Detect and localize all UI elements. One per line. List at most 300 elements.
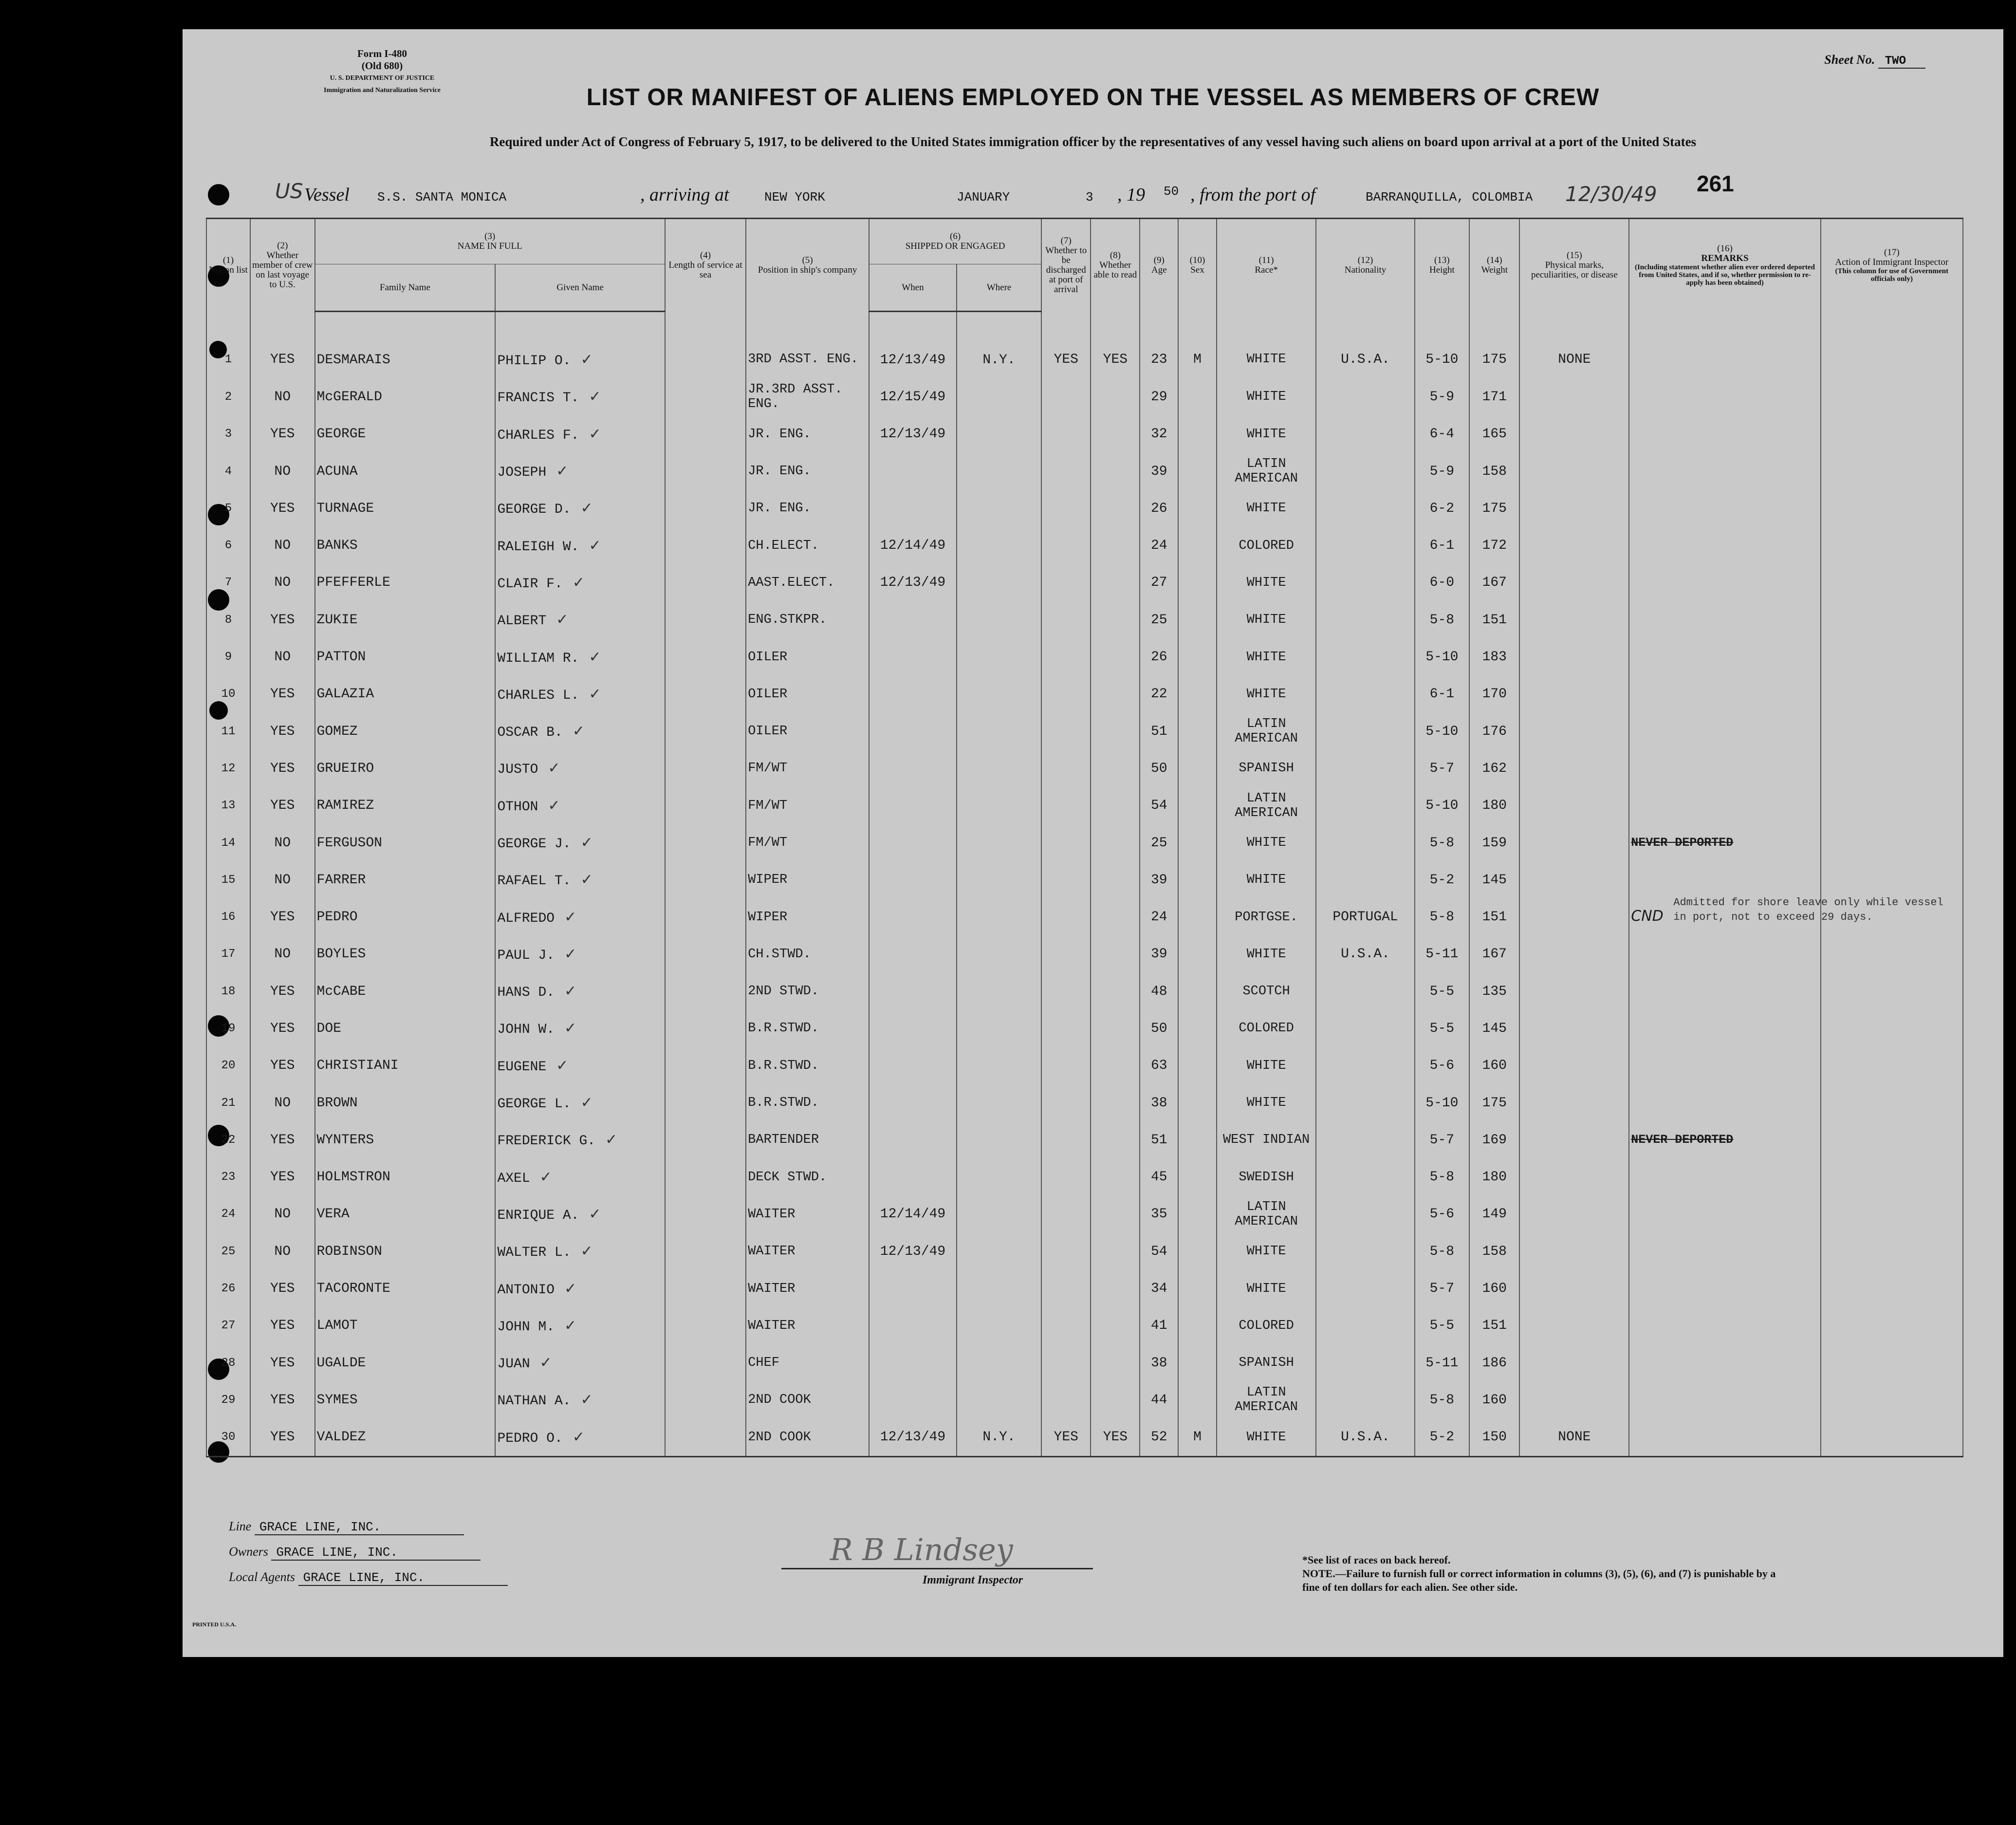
cell-position: FM/WT: [746, 750, 869, 787]
cell-position: JR. ENG.: [746, 490, 869, 527]
cell-remarks: [1629, 824, 1820, 861]
cell-nat: [1316, 638, 1414, 675]
cell-race: LATIN AMERICAN: [1217, 1381, 1316, 1418]
cell-family: PEDRO: [315, 898, 496, 935]
cell-marks: [1519, 527, 1629, 564]
cell-marks: [1519, 1344, 1629, 1381]
cell-where: [957, 1047, 1041, 1084]
check-mark: ✓: [548, 760, 560, 777]
cell-read: [1091, 973, 1140, 1010]
check-mark: ✓: [580, 834, 593, 851]
check-mark: ✓: [580, 500, 593, 517]
cell-remarks: [1629, 1270, 1820, 1307]
cell-prev: YES: [250, 750, 315, 787]
cell-disch: [1041, 1270, 1091, 1307]
col-weight-header: (14) Weight: [1469, 219, 1519, 312]
cell-nat: U.S.A.: [1316, 312, 1414, 379]
cell-age: 39: [1140, 936, 1178, 973]
cell-nat: [1316, 787, 1414, 824]
cell-height: 5-10: [1415, 1084, 1469, 1121]
cell-position: OILER: [746, 676, 869, 713]
line-label: Line: [229, 1519, 252, 1533]
cell-race: WHITE: [1217, 638, 1316, 675]
cell-given: ALFREDO ✓: [495, 898, 665, 935]
cell-marks: [1519, 1121, 1629, 1158]
local-agents-field: [229, 1570, 508, 1586]
cell-given: WALTER L. ✓: [495, 1233, 665, 1270]
cell-given: NATHAN A. ✓: [495, 1381, 665, 1418]
cell-action: [1821, 787, 1963, 824]
cell-service: [665, 416, 746, 453]
owners-field: [229, 1545, 481, 1561]
cell-read: [1091, 378, 1140, 415]
col-family-name-header: Family Name: [315, 264, 496, 312]
cell-position: WIPER: [746, 861, 869, 898]
cell-when: 12/13/49: [869, 1419, 957, 1457]
races-footnote: *See list of races on back hereof.: [1302, 1554, 1451, 1566]
cell-family: ACUNA: [315, 453, 496, 490]
cell-marks: [1519, 750, 1629, 787]
cell-where: [957, 676, 1041, 713]
cell-read: [1091, 490, 1140, 527]
cell-weight: 175: [1469, 312, 1519, 379]
cell-position: WAITER: [746, 1307, 869, 1344]
cell-no: 21: [206, 1084, 250, 1121]
cell-height: 5-10: [1415, 713, 1469, 750]
cell-no: 9: [206, 638, 250, 675]
cell-age: 25: [1140, 601, 1178, 638]
table-row: [206, 1381, 1963, 1418]
cell-given: ANTONIO ✓: [495, 1270, 665, 1307]
cell-read: [1091, 936, 1140, 973]
cell-weight: 186: [1469, 1344, 1519, 1381]
cell-height: 5-8: [1415, 898, 1469, 935]
cell-given: PAUL J. ✓: [495, 936, 665, 973]
table-row: [206, 638, 1963, 675]
cell-no: 23: [206, 1159, 250, 1196]
cell-prev: NO: [250, 861, 315, 898]
col-age-header: (9) Age: [1140, 219, 1178, 312]
check-mark: ✓: [589, 425, 601, 443]
year-suffix: 50: [1164, 184, 1179, 199]
cell-given: JOHN W. ✓: [495, 1010, 665, 1047]
col-position-header: (5) Position in ship's company: [746, 219, 869, 312]
cell-where: [957, 1233, 1041, 1270]
cell-age: 38: [1140, 1084, 1178, 1121]
cell-sex: [1178, 638, 1217, 675]
cell-remarks: [1629, 312, 1820, 379]
local-agents-value: GRACE LINE, INC.: [298, 1570, 508, 1586]
cell-nat: [1316, 564, 1414, 601]
cell-action: [1821, 824, 1963, 861]
cell-service: [665, 527, 746, 564]
table-row: [206, 416, 1963, 453]
cell-age: 24: [1140, 527, 1178, 564]
cell-service: [665, 1381, 746, 1418]
cell-remarks: [1629, 936, 1820, 973]
cell-when: [869, 713, 957, 750]
cell-read: [1091, 564, 1140, 601]
owners-label: Owners: [229, 1545, 268, 1559]
cell-marks: [1519, 564, 1629, 601]
cell-service: [665, 564, 746, 601]
cell-service: [665, 490, 746, 527]
cell-marks: [1519, 936, 1629, 973]
manifest-sheet: [183, 29, 2003, 1657]
cell-position: WAITER: [746, 1270, 869, 1307]
cell-prev: YES: [250, 898, 315, 935]
cell-race: LATIN AMERICAN: [1217, 1196, 1316, 1233]
cell-nat: [1316, 490, 1414, 527]
cell-family: ROBINSON: [315, 1233, 496, 1270]
cell-remarks: [1629, 1307, 1820, 1344]
cell-service: [665, 1159, 746, 1196]
cell-prev: NO: [250, 453, 315, 490]
cell-action: [1821, 601, 1963, 638]
arriving-label: , arriving at: [640, 185, 729, 205]
cell-age: 51: [1140, 713, 1178, 750]
cell-family: GEORGE: [315, 416, 496, 453]
cell-disch: [1041, 936, 1091, 973]
cell-weight: 165: [1469, 416, 1519, 453]
cell-action: [1821, 676, 1963, 713]
cell-no: 29: [206, 1381, 250, 1418]
cell-no: 8: [206, 601, 250, 638]
cell-action: [1821, 527, 1963, 564]
table-row: [206, 676, 1963, 713]
cell-disch: [1041, 1381, 1091, 1418]
check-mark: ✓: [564, 1317, 577, 1334]
cell-no: 26: [206, 1270, 250, 1307]
cell-family: McGERALD: [315, 378, 496, 415]
cell-age: 41: [1140, 1307, 1178, 1344]
cell-position: OILER: [746, 638, 869, 675]
cell-height: 5-10: [1415, 638, 1469, 675]
col-given-name-header: Given Name: [495, 264, 665, 312]
cell-action: [1821, 1307, 1963, 1344]
cell-height: 5-7: [1415, 750, 1469, 787]
cell-position: JR. ENG.: [746, 416, 869, 453]
cell-disch: [1041, 527, 1091, 564]
cell-position: 3RD ASST. ENG.: [746, 312, 869, 379]
cell-action: [1821, 416, 1963, 453]
col-marks-header: (15) Physical marks, peculiarities, or disease: [1519, 219, 1629, 312]
cell-age: 63: [1140, 1047, 1178, 1084]
cell-marks: [1519, 638, 1629, 675]
cell-read: [1091, 1307, 1140, 1344]
cell-where: [957, 490, 1041, 527]
cell-nat: [1316, 1381, 1414, 1418]
cell-race: WHITE: [1217, 824, 1316, 861]
cell-height: 5-5: [1415, 1010, 1469, 1047]
cell-where: [957, 1196, 1041, 1233]
cell-marks: [1519, 898, 1629, 935]
cell-no: 10: [206, 676, 250, 713]
arriving-port: NEW YORK: [764, 190, 825, 205]
cell-height: 6-2: [1415, 490, 1469, 527]
cell-remarks: [1629, 1233, 1820, 1270]
cell-height: 5-7: [1415, 1121, 1469, 1158]
cell-family: WYNTERS: [315, 1121, 496, 1158]
cell-nat: U.S.A.: [1316, 936, 1414, 973]
cell-family: GALAZIA: [315, 676, 496, 713]
cell-nat: [1316, 416, 1414, 453]
cell-remarks: [1629, 1196, 1820, 1233]
cell-family: FARRER: [315, 861, 496, 898]
cell-when: [869, 490, 957, 527]
cell-service: [665, 638, 746, 675]
cell-age: 45: [1140, 1159, 1178, 1196]
cell-height: 6-0: [1415, 564, 1469, 601]
arrival-month: JANUARY: [957, 190, 1010, 205]
col-no-header: (1) No. on list: [206, 219, 250, 312]
table-row: [206, 1010, 1963, 1047]
cell-when: 12/14/49: [869, 527, 957, 564]
cell-age: 34: [1140, 1270, 1178, 1307]
cell-when: [869, 898, 957, 935]
cell-marks: [1519, 1084, 1629, 1121]
cell-where: [957, 638, 1041, 675]
cell-action: [1821, 750, 1963, 787]
cell-no: 14: [206, 824, 250, 861]
cell-where: [957, 1159, 1041, 1196]
cell-service: [665, 1010, 746, 1047]
cell-service: [665, 713, 746, 750]
cell-no: 30: [206, 1419, 250, 1457]
cell-weight: 167: [1469, 564, 1519, 601]
crew-manifest-table: [206, 218, 1963, 1457]
cell-position: B.R.STWD.: [746, 1084, 869, 1121]
cell-disch: YES: [1041, 1419, 1091, 1457]
cell-race: WHITE: [1217, 1270, 1316, 1307]
cell-prev: YES: [250, 1121, 315, 1158]
check-mark: ✓: [564, 1020, 577, 1037]
cell-prev: YES: [250, 787, 315, 824]
cell-race: COLORED: [1217, 527, 1316, 564]
col-discharged-header: (7) Whether to be discharged at port of arrival: [1041, 219, 1091, 312]
cell-height: 5-10: [1415, 787, 1469, 824]
cell-position: FM/WT: [746, 787, 869, 824]
cell-where: [957, 453, 1041, 490]
table-row: [206, 312, 1963, 379]
cell-prev: NO: [250, 1233, 315, 1270]
cell-remarks: [1629, 676, 1820, 713]
cell-disch: [1041, 1010, 1091, 1047]
check-mark: ✓: [580, 351, 593, 369]
cell-service: [665, 750, 746, 787]
cell-nat: [1316, 1196, 1414, 1233]
cell-nat: [1316, 973, 1414, 1010]
cell-where: [957, 416, 1041, 453]
cell-height: 5-8: [1415, 1233, 1469, 1270]
cell-sex: [1178, 1270, 1217, 1307]
cell-position: JR.3RD ASST. ENG.: [746, 378, 869, 415]
cell-service: [665, 676, 746, 713]
cell-given: PEDRO O. ✓: [495, 1419, 665, 1457]
cell-action: [1821, 638, 1963, 675]
cell-service: [665, 1196, 746, 1233]
cell-sex: [1178, 936, 1217, 973]
cell-nat: [1316, 378, 1414, 415]
cell-given: ALBERT ✓: [495, 601, 665, 638]
cell-disch: [1041, 713, 1091, 750]
col-remarks-header: (16) REMARKS (Including statement whether alien ever ordered deported from United States, and if so, whether permission to re-apply has been obtained): [1629, 219, 1820, 312]
cell-action: [1821, 490, 1963, 527]
check-mark: ✓: [564, 1280, 577, 1297]
cell-family: PFEFFERLE: [315, 564, 496, 601]
cell-marks: [1519, 1307, 1629, 1344]
cell-family: TACORONTE: [315, 1270, 496, 1307]
cell-nat: [1316, 1270, 1414, 1307]
cell-age: 54: [1140, 787, 1178, 824]
cell-sex: [1178, 601, 1217, 638]
cell-service: [665, 936, 746, 973]
cell-marks: [1519, 676, 1629, 713]
cell-position: 2ND STWD.: [746, 973, 869, 1010]
table-row: [206, 1084, 1963, 1121]
stamped-page-number: 261: [1697, 171, 1734, 196]
cell-given: CHARLES L. ✓: [495, 676, 665, 713]
cell-disch: [1041, 1121, 1091, 1158]
vessel-label: Vessel: [304, 185, 350, 205]
remark-never-deported: NEVER DEPORTED: [1631, 1133, 1734, 1147]
cell-no: 24: [206, 1196, 250, 1233]
cell-given: OSCAR B. ✓: [495, 713, 665, 750]
cell-given: RAFAEL T. ✓: [495, 861, 665, 898]
cell-disch: [1041, 1196, 1091, 1233]
cell-marks: [1519, 416, 1629, 453]
cell-no: 11: [206, 713, 250, 750]
service-name: Immigration and Naturalization Service: [324, 87, 441, 94]
remark-never-deported: NEVER DEPORTED: [1631, 836, 1734, 850]
owners-value: GRACE LINE, INC.: [271, 1545, 481, 1561]
cell-weight: 160: [1469, 1381, 1519, 1418]
cell-family: DESMARAIS: [315, 312, 496, 379]
cell-race: SCOTCH: [1217, 973, 1316, 1010]
cell-sex: [1178, 564, 1217, 601]
check-mark: ✓: [605, 1131, 618, 1149]
cell-race: SPANISH: [1217, 1344, 1316, 1381]
cell-service: [665, 1084, 746, 1121]
cell-height: 5-5: [1415, 973, 1469, 1010]
cell-age: 22: [1140, 676, 1178, 713]
check-mark: ✓: [589, 648, 601, 666]
cell-action: [1821, 1381, 1963, 1418]
cell-action: [1821, 1084, 1963, 1121]
cell-no: 20: [206, 1047, 250, 1084]
check-mark: ✓: [589, 388, 601, 406]
cell-age: 50: [1140, 750, 1178, 787]
cell-sex: [1178, 1381, 1217, 1418]
cell-given: RALEIGH W. ✓: [495, 527, 665, 564]
cell-prev: NO: [250, 1196, 315, 1233]
cell-weight: 159: [1469, 824, 1519, 861]
cell-family: LAMOT: [315, 1307, 496, 1344]
cell-family: GRUEIRO: [315, 750, 496, 787]
cell-action: [1821, 936, 1963, 973]
cell-service: [665, 1419, 746, 1457]
cell-age: 52: [1140, 1419, 1178, 1457]
cell-when: [869, 1344, 957, 1381]
cell-read: [1091, 898, 1140, 935]
cell-weight: 151: [1469, 601, 1519, 638]
cell-disch: [1041, 973, 1091, 1010]
cell-read: [1091, 1196, 1140, 1233]
cell-family: VERA: [315, 1196, 496, 1233]
cell-family: RAMIREZ: [315, 787, 496, 824]
cell-nat: [1316, 1010, 1414, 1047]
cell-read: [1091, 453, 1140, 490]
cell-given: GEORGE J. ✓: [495, 824, 665, 861]
table-row: [206, 1419, 1963, 1457]
cell-disch: [1041, 490, 1091, 527]
cell-weight: 145: [1469, 861, 1519, 898]
cell-race: WHITE: [1217, 936, 1316, 973]
cell-service: [665, 1233, 746, 1270]
cell-sex: [1178, 490, 1217, 527]
check-mark: ✓: [580, 871, 593, 889]
cell-sex: [1178, 1010, 1217, 1047]
col-name-header: (3) NAME IN FULL: [315, 219, 665, 264]
cell-family: TURNAGE: [315, 490, 496, 527]
cell-marks: [1519, 713, 1629, 750]
cell-when: [869, 601, 957, 638]
cell-given: CLAIR F. ✓: [495, 564, 665, 601]
cell-action: [1821, 1121, 1963, 1158]
cell-race: LATIN AMERICAN: [1217, 713, 1316, 750]
cell-when: [869, 861, 957, 898]
cell-remarks: [1629, 416, 1820, 453]
cell-remarks: [1629, 1419, 1820, 1457]
cell-where: [957, 1344, 1041, 1381]
cell-sex: [1178, 453, 1217, 490]
cell-nat: [1316, 676, 1414, 713]
cell-where: [957, 378, 1041, 415]
cell-nat: [1316, 1121, 1414, 1158]
cell-disch: [1041, 453, 1091, 490]
cell-age: 29: [1140, 378, 1178, 415]
cell-no: 22: [206, 1121, 250, 1158]
cell-weight: 158: [1469, 1233, 1519, 1270]
cell-height: 5-9: [1415, 453, 1469, 490]
cell-no: 15: [206, 861, 250, 898]
cell-no: 18: [206, 973, 250, 1010]
cell-no: 3: [206, 416, 250, 453]
cell-prev: YES: [250, 601, 315, 638]
table-row: [206, 750, 1963, 787]
department-name: U. S. DEPARTMENT OF JUSTICE: [330, 74, 435, 82]
cell-action: [1821, 713, 1963, 750]
cell-race: WHITE: [1217, 861, 1316, 898]
table-row: [206, 1233, 1963, 1270]
cell-weight: 169: [1469, 1121, 1519, 1158]
cell-service: [665, 1047, 746, 1084]
cell-no: 4: [206, 453, 250, 490]
cell-family: PATTON: [315, 638, 496, 675]
cell-race: PORTGSE.: [1217, 898, 1316, 935]
cell-where: [957, 1084, 1041, 1121]
cell-remarks: [1629, 1344, 1820, 1381]
cell-height: 5-8: [1415, 824, 1469, 861]
cell-marks: [1519, 973, 1629, 1010]
check-mark: ✓: [580, 1094, 593, 1112]
check-mark: ✓: [548, 797, 560, 814]
table-row: [206, 453, 1963, 490]
table-row: [206, 898, 1963, 935]
cell-age: 44: [1140, 1381, 1178, 1418]
cell-when: 12/13/49: [869, 416, 957, 453]
cell-family: FERGUSON: [315, 824, 496, 861]
